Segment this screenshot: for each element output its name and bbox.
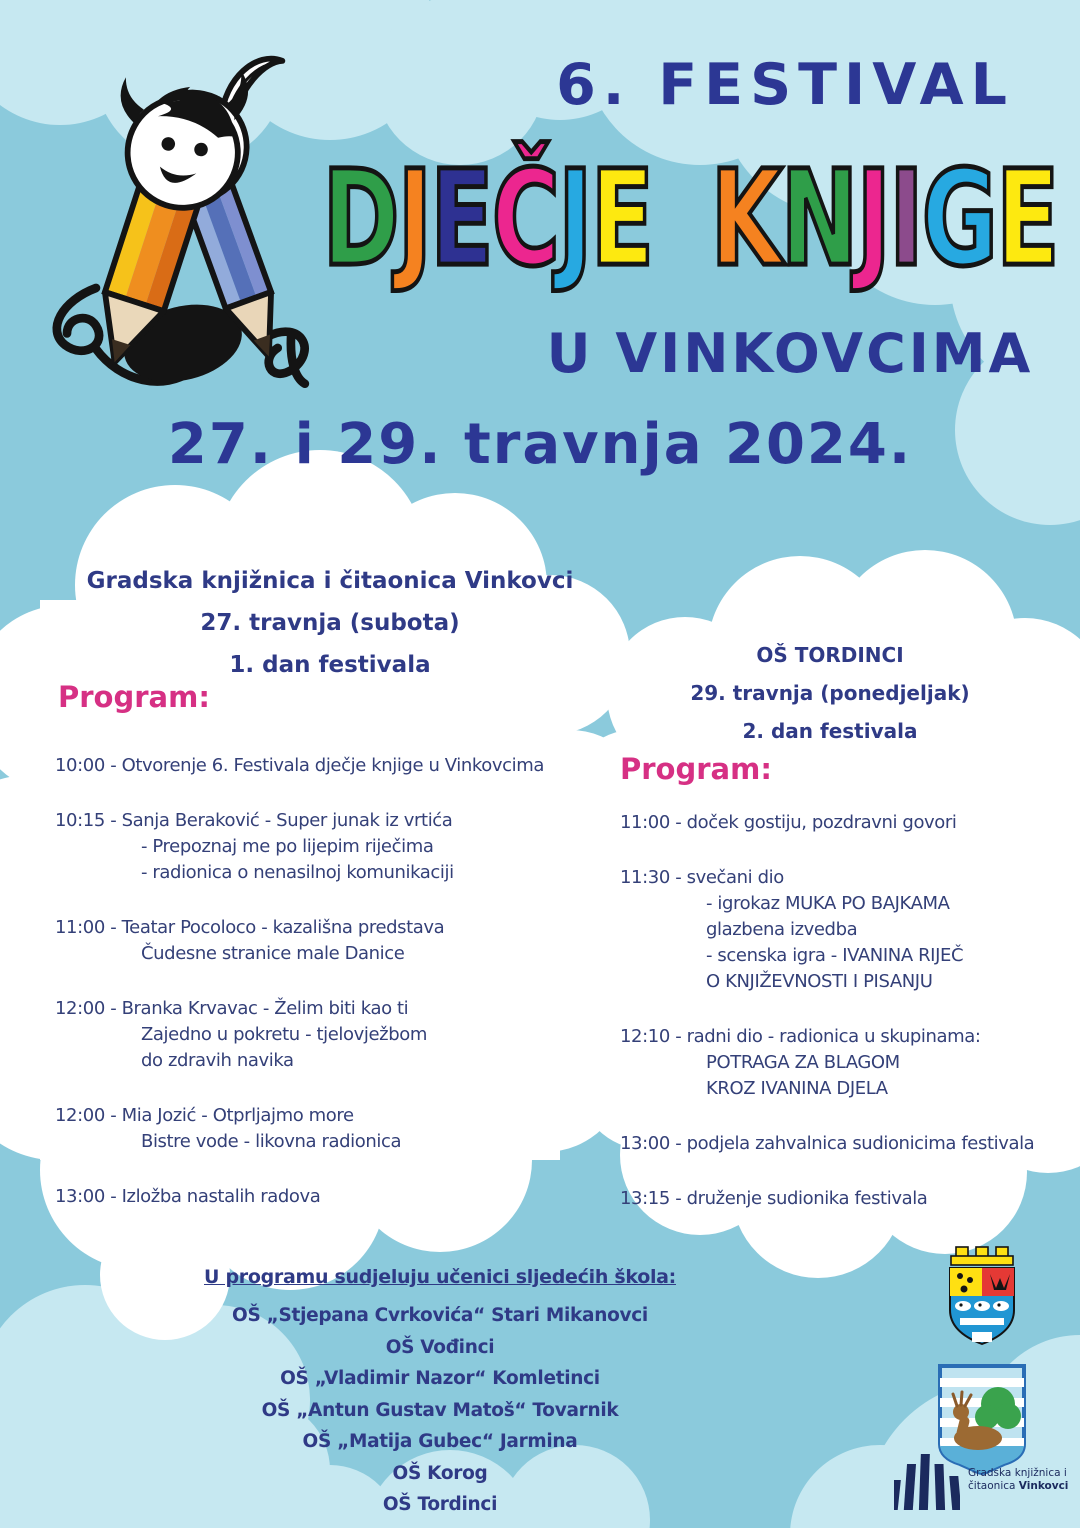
library-logo-text bbox=[968, 1467, 1068, 1493]
program-item-detail-line: KROZ IVANINA DJELA bbox=[706, 1078, 888, 1099]
program-item-time-line: 11:00 - doček gostiju, pozdravni govori bbox=[620, 812, 957, 833]
participating-schools bbox=[60, 1266, 820, 1521]
school-line: OŠ „Stjepana Cvrkovića“ Stari Mikanovci bbox=[232, 1305, 648, 1326]
subtitle-location: U VINKOVCIMA bbox=[546, 322, 1034, 385]
title-letter: E bbox=[590, 142, 653, 296]
program-item-time-line: 12:10 - radni dio - radionica u skupinama: bbox=[620, 1026, 981, 1047]
day1-venue: Gradska knjižnica i čitaonica Vinkovci bbox=[86, 568, 574, 594]
program-item-time-line: 12:00 - Mia Jozić - Otprljajmo more bbox=[55, 1105, 354, 1126]
program-item bbox=[55, 1103, 615, 1155]
program-item-detail-line: - igrokaz MUKA PO BAJKAMA bbox=[706, 893, 950, 914]
title-letter: I bbox=[889, 142, 922, 296]
program-item-time-line: 13:15 - druženje sudionika festivala bbox=[620, 1188, 928, 1209]
festival-dates: 27. i 29. travnja 2024. bbox=[167, 412, 913, 477]
school-line: OŠ „Antun Gustav Matoš“ Tovarnik bbox=[261, 1399, 619, 1421]
colorful-title bbox=[0, 142, 1080, 295]
day2-label: 2. dan festivala bbox=[742, 719, 918, 743]
title-letter: Č bbox=[491, 142, 559, 296]
program-item-time-line: 13:00 - Izložba nastalih radova bbox=[55, 1186, 321, 1207]
county-coat-of-arms bbox=[930, 1246, 1034, 1358]
title-letter: G bbox=[921, 142, 997, 296]
program-item-detail-line: - scenska igra - IVANINA RIJEČ bbox=[706, 945, 964, 966]
program-item bbox=[55, 753, 615, 779]
school-list bbox=[60, 1300, 820, 1521]
day2-venue: OŠ TORDINCI bbox=[756, 643, 904, 667]
title-letter: K bbox=[710, 142, 781, 296]
program-item-detail-line: O KNJIŽEVNOSTI I PISANJU bbox=[706, 971, 933, 992]
program-item bbox=[55, 915, 615, 967]
program-item bbox=[55, 996, 615, 1074]
day1-program-label: Program: bbox=[58, 680, 210, 714]
day2-date: 29. travnja (ponedjeljak) bbox=[690, 681, 970, 705]
program-item bbox=[620, 810, 1070, 836]
day1-label: 1. dan festivala bbox=[229, 652, 431, 678]
title-letter: D bbox=[322, 142, 398, 296]
program-item-time-line: 10:15 - Sanja Beraković - Super junak iz vrtića bbox=[55, 810, 453, 831]
program-item bbox=[55, 1184, 615, 1210]
title-letter: J bbox=[856, 142, 890, 296]
library-logo bbox=[894, 1450, 1068, 1510]
title-letter: N bbox=[780, 142, 857, 296]
title-letter bbox=[652, 142, 710, 295]
program-item-detail-line: Bistre vode - likovna radionica bbox=[141, 1131, 402, 1152]
day2-program-label: Program: bbox=[620, 752, 772, 786]
program-item bbox=[620, 865, 1070, 995]
program-item bbox=[620, 1024, 1070, 1102]
school-line: OŠ Korog bbox=[392, 1462, 488, 1484]
day2-program-list bbox=[620, 810, 1070, 1241]
program-item-detail-line: Čudesne stranice male Danice bbox=[141, 943, 405, 964]
title-letter: E bbox=[430, 142, 492, 296]
title-letter: J bbox=[558, 142, 591, 296]
program-item-detail-line: glazbena izvedba bbox=[706, 919, 858, 940]
program-item-time-line: 10:00 - Otvorenje 6. Festivala dječje knjige u Vinkovcima bbox=[55, 755, 545, 776]
program-item-time-line: 11:30 - svečani dio bbox=[620, 867, 784, 888]
program-item-detail-line: POTRAGA ZA BLAGOM bbox=[706, 1052, 900, 1073]
program-item-time-line: 11:00 - Teatar Pocoloco - kazališna predstava bbox=[55, 917, 445, 938]
program-item bbox=[55, 808, 615, 886]
library-text-line2: čitaonica Vinkovci bbox=[968, 1480, 1069, 1492]
school-line: OŠ „Matija Gubec“ Jarmina bbox=[302, 1431, 578, 1452]
program-item-detail-line: do zdravih navika bbox=[141, 1050, 294, 1071]
title-letter: E bbox=[996, 142, 1058, 296]
library-text-line1: Gradska knjižnica i bbox=[968, 1467, 1067, 1479]
program-item-detail-line: - radionica o nenasilnoj komunikaciji bbox=[141, 862, 454, 883]
school-line: OŠ Vođinci bbox=[385, 1336, 495, 1358]
day1-date: 27. travnja (subota) bbox=[200, 610, 460, 636]
program-item-time-line: 12:00 - Branka Krvavac - Želim biti kao ti bbox=[55, 998, 409, 1019]
program-item-detail-line: Zajedno u pokretu - tjelovježbom bbox=[141, 1024, 427, 1045]
program-item bbox=[620, 1186, 1070, 1212]
day1-header bbox=[40, 560, 620, 686]
program-item-time-line: 13:00 - podjela zahvalnica sudionicima festivala bbox=[620, 1133, 1035, 1154]
title-letter: J bbox=[397, 142, 431, 296]
participants-heading: U programu sudjeluju učenici sljedećih škola: bbox=[204, 1266, 676, 1288]
school-line: OŠ „Vladimir Nazor“ Komletinci bbox=[280, 1368, 600, 1389]
program-item bbox=[620, 1131, 1070, 1157]
day2-header bbox=[620, 636, 1040, 750]
program-item-detail-line: - Prepoznaj me po lijepim riječima bbox=[141, 836, 434, 857]
library-logo-icon bbox=[894, 1450, 960, 1510]
day1-program-list bbox=[55, 753, 615, 1239]
festival-number-title: 6. FESTIVAL bbox=[556, 52, 1014, 118]
school-line: OŠ Tordinci bbox=[382, 1494, 498, 1515]
